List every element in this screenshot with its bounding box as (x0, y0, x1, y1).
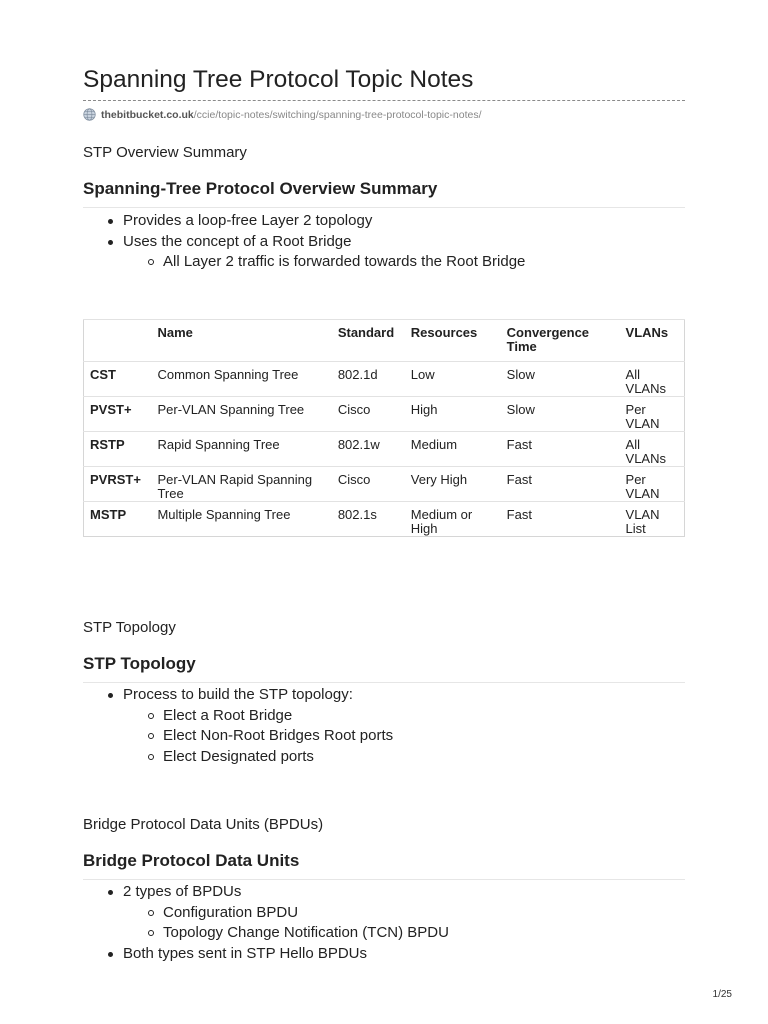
source-domain[interactable]: thebitbucket.co.uk (101, 108, 194, 121)
table-cell: RSTP (84, 432, 152, 467)
table-cell: 802.1w (332, 432, 405, 467)
table-cell: Rapid Spanning Tree (151, 432, 331, 467)
globe-icon (83, 108, 96, 121)
header-cell: VLANs (620, 320, 685, 362)
table-cell: Medium (405, 432, 501, 467)
header-cell: Standard (332, 320, 405, 362)
sub-list-item: Elect Designated ports (163, 747, 393, 768)
table-cell: Medium or High (405, 502, 501, 537)
sub-list-item: Configuration BPDU (163, 903, 449, 924)
list-item: 2 types of BPDUs Configuration BPDU Topology Change Notification (TCN) BPDU (123, 882, 449, 944)
table-header-row (84, 320, 685, 362)
bpdu-list (83, 882, 449, 965)
table-row (84, 467, 685, 502)
table-cell: Low (405, 362, 501, 397)
page-title: Spanning Tree Protocol Topic Notes (83, 66, 474, 93)
table-cell: Per-VLAN Rapid Spanning Tree (151, 467, 331, 502)
page-number: 1/25 (712, 989, 732, 1000)
overview-list (83, 211, 525, 273)
table-cell: Fast (501, 432, 620, 467)
section-heading-topology: STP Topology (83, 654, 685, 683)
table-cell: Multiple Spanning Tree (151, 502, 331, 537)
table-cell: Cisco (332, 467, 405, 502)
table-cell: All VLANs (620, 432, 685, 467)
table-cell: Fast (501, 502, 620, 537)
table-cell: Very High (405, 467, 501, 502)
table-cell: MSTP (84, 502, 152, 537)
title-divider (83, 100, 685, 101)
table-cell: High (405, 397, 501, 432)
table-cell: Fast (501, 467, 620, 502)
table-cell: 802.1s (332, 502, 405, 537)
table-row (84, 397, 685, 432)
topology-list (83, 685, 393, 768)
sub-list-item: Elect a Root Bridge (163, 706, 393, 727)
list-item: Process to build the STP topology: Elect a Root Bridge Elect Non-Root Bridges Root ports Elect Designated ports (123, 685, 393, 768)
list-item: Uses the concept of a Root Bridge All Layer 2 traffic is forwarded towards the Root Bridge (123, 232, 525, 273)
table-row (84, 432, 685, 467)
header-cell: Resources (405, 320, 501, 362)
table-row (84, 362, 685, 397)
source-path[interactable]: /ccie/topic-notes/switching/spanning-tree-protocol-topic-notes/ (193, 108, 482, 121)
table-row (84, 502, 685, 537)
table-cell: Per VLAN (620, 397, 685, 432)
section-caption-overview: STP Overview Summary (83, 144, 247, 161)
section-caption-bpdu: Bridge Protocol Data Units (BPDUs) (83, 816, 324, 833)
table-cell: PVRST+ (84, 467, 152, 502)
list-item: Provides a loop-free Layer 2 topology (123, 211, 525, 232)
table-cell: Per-VLAN Spanning Tree (151, 397, 331, 432)
table-cell: Slow (501, 397, 620, 432)
sub-list-item: Topology Change Notification (TCN) BPDU (163, 923, 449, 944)
sub-list-item: All Layer 2 traffic is forwarded towards the Root Bridge (163, 252, 525, 273)
table-cell: 802.1d (332, 362, 405, 397)
table-cell: All VLANs (620, 362, 685, 397)
table-cell: CST (84, 362, 152, 397)
list-item: Both types sent in STP Hello BPDUs (123, 944, 449, 965)
table-cell: Slow (501, 362, 620, 397)
sub-list-item: Elect Non-Root Bridges Root ports (163, 726, 393, 747)
header-cell (84, 320, 152, 362)
table-cell: Per VLAN (620, 467, 685, 502)
stp-variants-table (83, 319, 685, 537)
table-cell: Cisco (332, 397, 405, 432)
table-cell: VLAN List (620, 502, 685, 537)
table-cell: PVST+ (84, 397, 152, 432)
section-heading-bpdu: Bridge Protocol Data Units (83, 851, 685, 880)
section-heading-overview: Spanning-Tree Protocol Overview Summary (83, 179, 685, 208)
table-cell: Common Spanning Tree (151, 362, 331, 397)
header-cell: Convergence Time (501, 320, 620, 362)
section-caption-topology: STP Topology (83, 619, 176, 636)
header-cell: Name (151, 320, 331, 362)
source-link[interactable] (83, 108, 482, 121)
